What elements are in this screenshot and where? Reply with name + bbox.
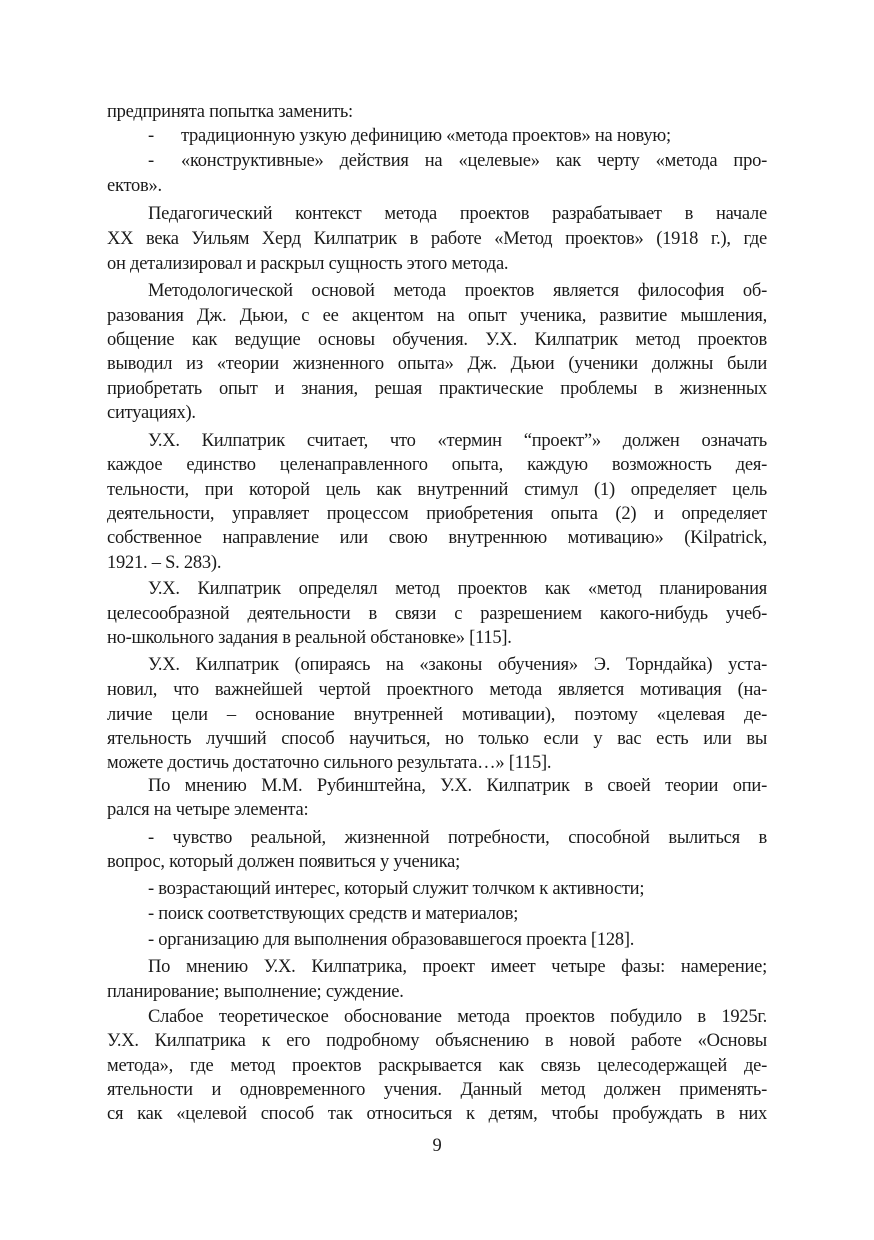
text-line: он детализировал и раскрыл сущность этого метода. (107, 254, 509, 274)
text-line: планирование; выполнение; суждение. (107, 982, 404, 1002)
text-line: метода», где метод проектов раскрывается как связь целесодержащей де- (107, 1056, 767, 1076)
text-line: У.Х. Килпатрик (опираясь на «законы обучения» Э. Торндайка) уста- (148, 655, 767, 675)
text-line: Методологической основой метода проектов является философия об- (148, 281, 767, 301)
text-line: «конструктивные» действия на «целевые» как черту «метода про- (181, 151, 767, 171)
text-line: вопрос, который должен появиться у ученика; (107, 852, 461, 872)
text-line: можете достичь достаточно сильного результата…» [115]. (107, 753, 552, 773)
text-line: собственное направление или свою внутреннюю мотивацию» (Kilpatrick, (107, 528, 767, 548)
text-line: общение как ведущие основы обучения. У.Х. Килпатрик метод проектов (107, 330, 767, 350)
text-line: тельности, при которой цель как внутренний стимул (1) определяет цель (107, 480, 767, 500)
text-line: деятельности, управляет процессом приобретения опыта (2) и определяет (107, 504, 767, 524)
text-line: но-школьного задания в реальной обстановке» [115]. (107, 628, 512, 648)
text-line: - поиск соответствующих средств и материалов; (148, 904, 519, 924)
page-number: 9 (432, 1136, 442, 1156)
dash-marker: - (148, 151, 154, 171)
text-line: 1921. – S. 283). (107, 553, 222, 573)
text-line: предпринята попытка заменить: (107, 102, 353, 122)
text-line: ся как «целевой способ так относиться к детям, чтобы пробуждать в них (107, 1104, 767, 1124)
text-line: У.Х. Килпатрик определял метод проектов как «метод планирования (148, 579, 767, 599)
text-line: ятельности и одновременного учения. Данный метод должен применять- (107, 1080, 767, 1100)
text-line: По мнению М.М. Рубинштейна, У.Х. Килпатрик в своей теории опи- (148, 776, 767, 796)
text-line: XX века Уильям Херд Килпатрик в работе «Метод проектов» (1918 г.), где (107, 229, 767, 249)
text-line: - организацию для выполнения образовавшегося проекта [128]. (148, 930, 635, 950)
text-line: ятельность лучший способ научиться, но только если у вас есть или вы (107, 729, 767, 749)
text-line: - чувство реальной, жизненной потребности, способной вылиться в (148, 828, 767, 848)
text-line: рался на четыре элемента: (107, 800, 309, 820)
text-line: выводил из «теории жизненного опыта» Дж. Дьюи (ученики должны были (107, 354, 767, 374)
dash-marker: - (148, 126, 154, 146)
text-line: личие цели – основание внутренней мотивации), поэтому «целевая де- (107, 705, 767, 725)
text-line: Слабое теоретическое обоснование метода проектов побудило в 1925г. (148, 1007, 767, 1027)
text-line: Педагогический контекст метода проектов разрабатывает в начале (148, 204, 767, 224)
text-line: каждое единство целенаправленного опыта, каждую возможность дея- (107, 455, 767, 475)
text-line: ектов». (107, 176, 162, 196)
text-line: целесообразной деятельности в связи с разрешением какого-нибудь учеб- (107, 604, 767, 624)
text-line: У.Х. Килпатрика к его подробному объяснению в новой работе «Основы (107, 1031, 767, 1051)
text-line: новил, что важнейшей чертой проектного метода является мотивация (на- (107, 680, 767, 700)
text-line: традиционную узкую дефиницию «метода проектов» на новую; (181, 126, 671, 146)
text-line: разования Дж. Дьюи, с ее акцентом на опыт ученика, развитие мышления, (107, 306, 767, 326)
text-line: У.Х. Килпатрик считает, что «термин “проект”» должен означать (148, 431, 767, 451)
text-line: По мнению У.Х. Килпатрика, проект имеет четыре фазы: намерение; (148, 957, 767, 977)
text-line: ситуациях). (107, 403, 196, 423)
text-line: - возрастающий интерес, который служит толчком к активности; (148, 879, 645, 899)
text-line: приобретать опыт и знания, решая практические проблемы в жизненных (107, 379, 767, 399)
